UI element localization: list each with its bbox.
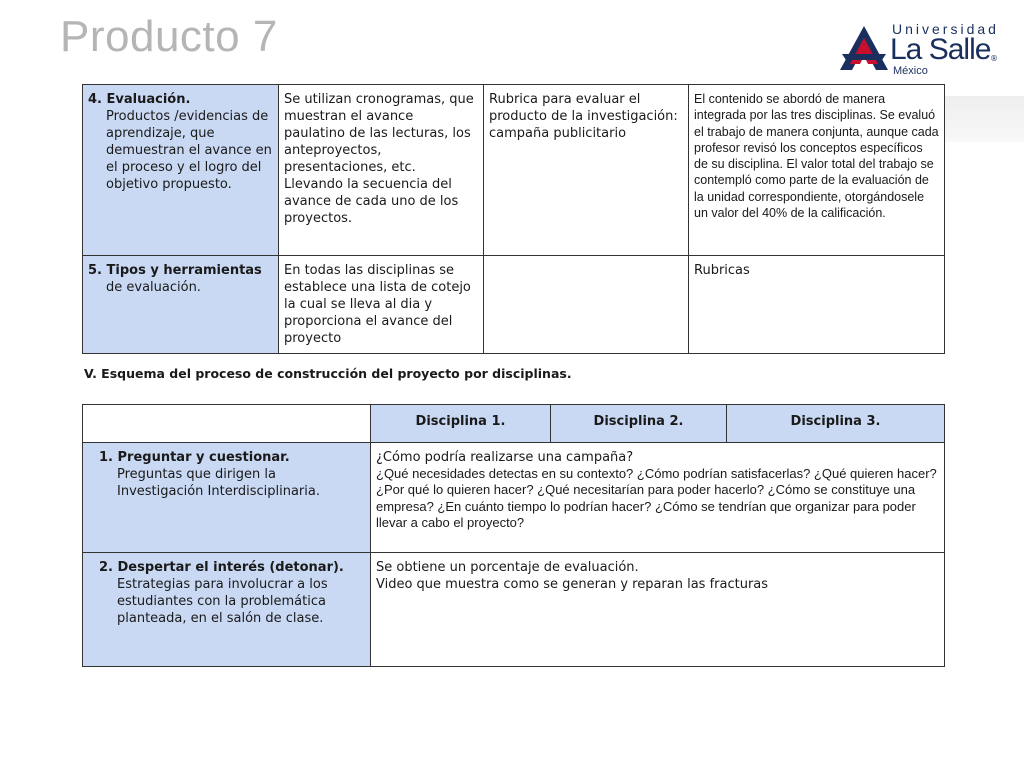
table-row	[83, 85, 945, 256]
row-label-cell	[83, 553, 371, 667]
header-cell-empty	[83, 405, 371, 443]
row-label-title: 5. Tipos y herramientas	[88, 263, 262, 278]
content-lead: ¿Cómo podría realizarse una campaña?	[376, 450, 634, 465]
process-table	[82, 404, 945, 667]
logo-universidad: Universidad	[892, 21, 999, 37]
table-cell: El contenido se abordó de manera integrada por las tres disciplinas. Se evaluó el trabajo de manera conjunta, aunque cada profesor revisó los conceptos específicos de su disciplina. El valor total del trabajo se contempló como parte de la evaluación de la unidad correspondiente, otorgándosele un valor del 40% de la calificación.	[689, 85, 945, 256]
table-row	[83, 553, 945, 667]
content-lead: Se obtiene un porcentaje de evaluación.	[376, 560, 639, 575]
header-disciplina-2: Disciplina 2.	[551, 405, 727, 443]
row-label-title: 2. Despertar el interés (detonar).	[99, 560, 344, 575]
logo-name: La Salle	[890, 33, 991, 66]
slide-title: Producto 7	[60, 12, 278, 61]
row-label-cell	[83, 443, 371, 553]
content-rest: Video que muestra como se generan y reparan las fracturas	[376, 577, 769, 592]
table-row	[83, 443, 945, 553]
content-rest: ¿Qué necesidades detectas en su contexto? ¿Cómo podrían satisfacerlas? ¿Qué quieren hacer? ¿Por qué lo quieren hacer? ¿Qué necesitarían para poder hacerlo? ¿Cómo se constituye una empresa? ¿En cuánto tiempo lo podrían hacer? ¿Cómo se tendrían que organizar para poder llevar a cabo el proyecto?	[376, 466, 937, 530]
row-label-title: 1. Preguntar y cuestionar.	[99, 450, 290, 465]
row-label-detail: Preguntas que dirigen la Investigación Interdisciplinaria.	[117, 467, 320, 499]
row-label-detail: Estrategias para involucrar a los estudiantes con la problemática planteada, en el salón de clase.	[117, 577, 328, 626]
header-band	[944, 96, 1024, 142]
section-heading: V. Esquema del proceso de construcción del proyecto por disciplinas.	[84, 366, 572, 381]
la-salle-star-icon	[838, 24, 890, 74]
row-label-detail: Productos /evidencias de aprendizaje, que demuestran el avance en el proceso y el logro del objetivo propuesto.	[106, 109, 272, 192]
row-label-detail: de evaluación.	[106, 280, 201, 295]
logo-country: México	[893, 65, 928, 77]
table-cell: Rubrica para evaluar el producto de la investigación: campaña publicitario	[484, 85, 689, 256]
table-header-row	[83, 405, 945, 443]
table-cell	[371, 553, 945, 667]
header-disciplina-1: Disciplina 1.	[371, 405, 551, 443]
evaluation-table	[82, 84, 945, 354]
row-label-cell	[83, 256, 279, 354]
header-disciplina-3: Disciplina 3.	[727, 405, 945, 443]
table-row	[83, 256, 945, 354]
table-cell: En todas las disciplinas se establece una lista de cotejo la cual se lleva al dia y proporciona el avance del proyecto	[279, 256, 484, 354]
row-label-cell	[83, 85, 279, 256]
table-cell: Se utilizan cronogramas, que muestran el avance paulatino de las lecturas, los anteproyectos, presentaciones, etc. Llevando la secuencia del avance de cada uno de los proyectos.	[279, 85, 484, 256]
table-cell	[484, 256, 689, 354]
la-salle-logo	[838, 18, 1008, 82]
row-label-title: 4. Evaluación.	[88, 92, 191, 107]
table-cell: Rubricas	[689, 256, 945, 354]
table-cell	[371, 443, 945, 553]
logo-registered: ®	[990, 54, 998, 63]
